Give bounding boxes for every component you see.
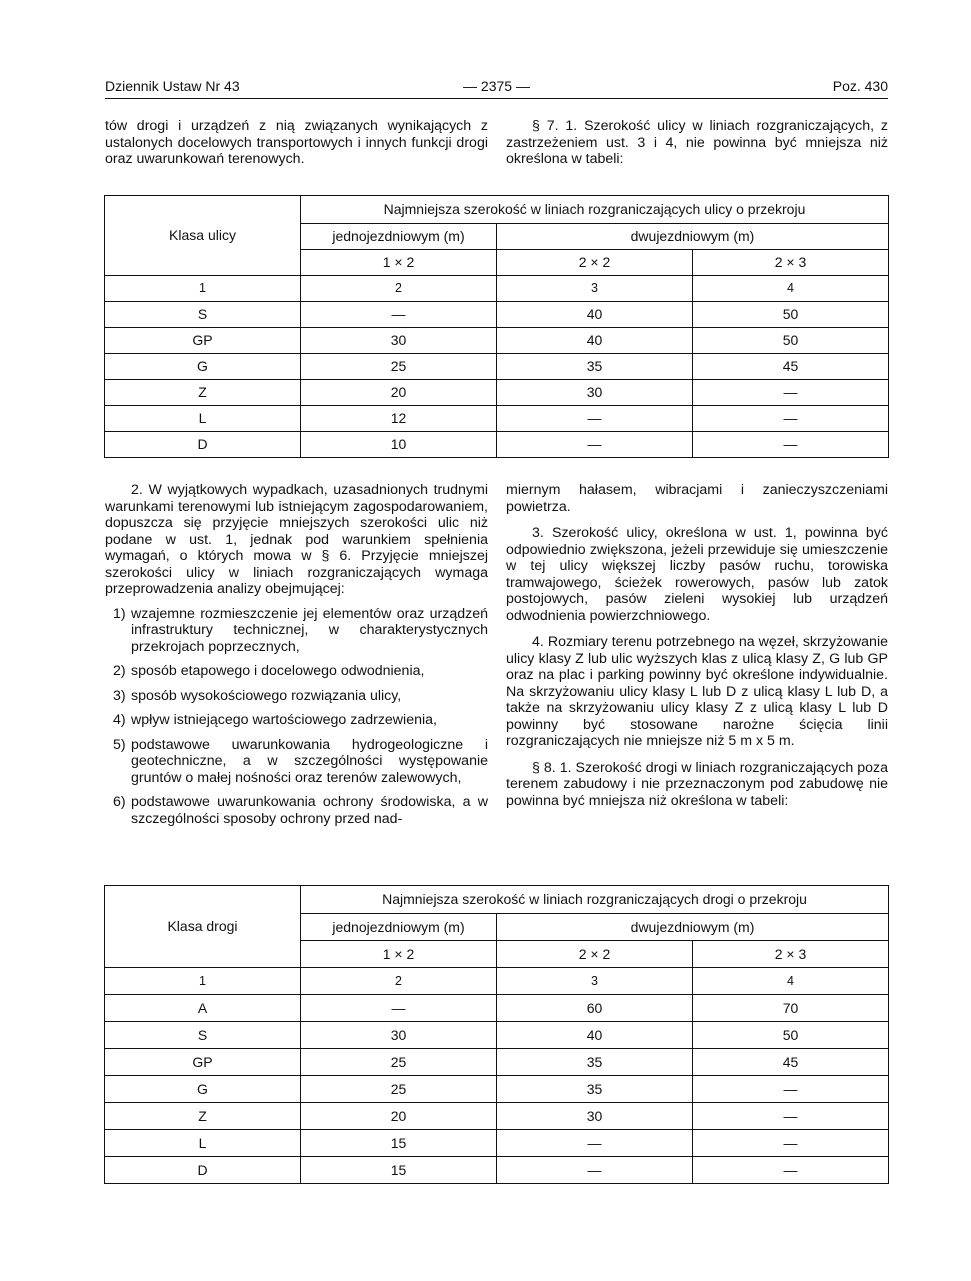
index-cell: 2 <box>301 276 497 302</box>
class-column-header: Klasa ulicy <box>105 196 301 276</box>
table-cell: 25 <box>301 1049 497 1076</box>
page-header <box>105 78 888 99</box>
table-row <box>105 380 889 406</box>
table-cell: 45 <box>693 354 889 380</box>
intro-left-text <box>105 118 488 168</box>
list-item <box>105 606 488 656</box>
table-cell: GP <box>105 1049 301 1076</box>
table-cell: 25 <box>301 354 497 380</box>
table-cell: 35 <box>497 1076 693 1103</box>
subheader-2x3: 2 × 3 <box>693 941 889 968</box>
table-cell: D <box>105 1157 301 1184</box>
table-cell: — <box>301 302 497 328</box>
index-cell: 1 <box>105 968 301 995</box>
table-row <box>105 1103 889 1130</box>
list-text: podstawowe uwarunkowania hydrogeologiczne i geotechniczne, a w szczególności występowanie gruntów o małej nośności oraz terenów zalewowych, <box>131 736 488 786</box>
single-carriageway-header: jednojezdniowym (m) <box>301 224 497 250</box>
section-7-paragraph-3: 3. Szerokość ulicy, określona w ust. 1, powinna być odpowiednio zwiększona, jeżeli przewiduje się umieszczenie w tej ulicy większej liczby pasów ruchu, torowiska tramwajowego, ścieżek rowerowych, pasów lub zatok postojowych, pasów zieleni wysokiej lub urządzeń odwodnienia powierzchniowego. <box>506 525 888 624</box>
table-cell: 40 <box>497 328 693 354</box>
list-item <box>105 712 488 729</box>
table-cell: 15 <box>301 1130 497 1157</box>
table-cell: 12 <box>301 406 497 432</box>
table-cell: — <box>693 1130 889 1157</box>
index-cell: 4 <box>693 276 889 302</box>
table-cell: — <box>693 1103 889 1130</box>
dual-carriageway-header: dwujezdniowym (m) <box>497 224 889 250</box>
table-cell: 50 <box>693 328 889 354</box>
index-row <box>105 276 889 302</box>
table-row <box>105 1022 889 1049</box>
table-cell: 60 <box>497 995 693 1022</box>
continued-text: miernym hałasem, wibracjami i zanieczyszczeniami powietrza. <box>506 482 888 515</box>
index-cell: 1 <box>105 276 301 302</box>
table-cell: 35 <box>497 354 693 380</box>
table-cell: 40 <box>497 1022 693 1049</box>
index-cell: 3 <box>497 276 693 302</box>
list-item <box>105 663 488 680</box>
table-row <box>105 302 889 328</box>
table-row <box>105 432 889 458</box>
table-cell: 30 <box>301 1022 497 1049</box>
list-number: 6) <box>113 794 126 810</box>
analysis-list <box>105 606 488 828</box>
list-text: sposób wysokościowego rozwiązania ulicy, <box>131 687 402 704</box>
table-cell: S <box>105 1022 301 1049</box>
table-cell: — <box>693 432 889 458</box>
section-7-paragraph-1: § 7. 1. Szerokość ulicy w liniach rozgraniczających, z zastrzeżeniem ust. 3 i 4, nie powinna być mniejsza niż określona w tabeli: <box>506 118 888 167</box>
journal-title: Dziennik Ustaw Nr 43 <box>105 78 240 94</box>
table-cell: 20 <box>301 1103 497 1130</box>
table-row <box>105 354 889 380</box>
subheader-2x2: 2 × 2 <box>497 250 693 276</box>
table-cell: 35 <box>497 1049 693 1076</box>
list-text: podstawowe uwarunkowania ochrony środowiska, a w szczególności sposoby ochrony przed nad- <box>131 794 488 827</box>
main-column-header: Najmniejsza szerokość w liniach rozgraniczających ulicy o przekroju <box>301 196 889 224</box>
list-number: 2) <box>113 663 126 679</box>
section-7-paragraph-4: 4. Rozmiary terenu potrzebnego na węzeł, skrzyżowanie ulicy klasy Z lub ulic wyższych klas z ulicą klasy Z, G lub GP oraz na plac i parking powinny być określone indywidualnie. Na skrzyżowaniu ulicy klasy L lub D z ulicą klasy L lub D, a także na skrzyżowaniu ulicy klasy Z z ulicą klasy L lub D powinny być stosowane narożne ścięcia linii rozgraniczających nie mniejsze niż 5 m x 5 m. <box>506 634 888 749</box>
table-row <box>105 406 889 432</box>
table-cell: 30 <box>497 1103 693 1130</box>
list-text: wpływ istniejącego wartościowego zadrzewienia, <box>131 712 437 728</box>
table-cell: 15 <box>301 1157 497 1184</box>
table-cell: A <box>105 995 301 1022</box>
table-cell: L <box>105 1130 301 1157</box>
table-cell: 10 <box>301 432 497 458</box>
table-cell: 70 <box>693 995 889 1022</box>
list-number: 5) <box>113 736 126 753</box>
table-row <box>105 1049 889 1076</box>
table-cell: — <box>497 432 693 458</box>
table-row <box>105 328 889 354</box>
table-cell: — <box>301 995 497 1022</box>
intro-left-paragraph: tów drogi i urządzeń z nią związanych wynikających z ustalonych docelowych transportowych i innych funkcji drogi oraz uwarunkowań terenowych. <box>105 118 488 167</box>
table-cell: 25 <box>301 1076 497 1103</box>
right-column <box>506 482 888 819</box>
subheader-2x2: 2 × 2 <box>497 941 693 968</box>
table-cell: G <box>105 1076 301 1103</box>
subheader-2x3: 2 × 3 <box>693 250 889 276</box>
table-cell: — <box>497 406 693 432</box>
table-cell: — <box>693 1157 889 1184</box>
list-item <box>105 794 488 827</box>
table-cell: — <box>693 380 889 406</box>
table-cell: 45 <box>693 1049 889 1076</box>
section-7-paragraph-2: 2. W wyjątkowych wypadkach, uzasadnionych trudnymi warunkami terenowymi lub istniejącym zagospodarowaniem, dopuszcza się przyjęcie mniejszych szerokości ulic niż podane w ust. 1, jednak pod warunkiem spełnienia wymagań, o których mowa w § 6. Przyjęcie mniejszej szerokości ulicy w liniach rozgraniczających wymaga przeprowadzenia analizy obejmującej: <box>105 482 488 597</box>
index-cell: 3 <box>497 968 693 995</box>
table-cell: — <box>693 406 889 432</box>
table-cell: 20 <box>301 380 497 406</box>
table-cell: D <box>105 432 301 458</box>
road-width-table <box>104 885 889 1184</box>
intro-right-text <box>506 118 888 168</box>
street-width-table <box>104 195 889 458</box>
index-cell: 4 <box>693 968 889 995</box>
table-cell: L <box>105 406 301 432</box>
list-number: 1) <box>113 605 126 622</box>
table-cell: G <box>105 354 301 380</box>
main-column-header: Najmniejsza szerokość w liniach rozgraniczających drogi o przekroju <box>301 886 889 914</box>
table-cell: — <box>497 1157 693 1184</box>
table-cell: — <box>497 1130 693 1157</box>
table-cell: Z <box>105 1103 301 1130</box>
table-row <box>105 1157 889 1184</box>
table-row <box>105 1130 889 1157</box>
position-number: Poz. 430 <box>832 78 888 94</box>
list-text: wzajemne rozmieszczenie jej elementów oraz urządzeń infrastruktury technicznej, w charakterystycznych przekrojach poprzecznych, <box>131 605 488 655</box>
dual-carriageway-header: dwujezdniowym (m) <box>497 914 889 941</box>
table-cell: 40 <box>497 302 693 328</box>
list-number: 3) <box>113 687 126 704</box>
list-number: 4) <box>113 712 126 728</box>
table-row <box>105 995 889 1022</box>
table-cell: Z <box>105 380 301 406</box>
table-cell: — <box>693 1076 889 1103</box>
left-column <box>105 482 488 835</box>
table-cell: GP <box>105 328 301 354</box>
list-item <box>105 737 488 787</box>
page-number: — 2375 — <box>463 78 530 94</box>
index-row <box>105 968 889 995</box>
subheader-1x2: 1 × 2 <box>301 250 497 276</box>
table-cell: 30 <box>497 380 693 406</box>
class-column-header: Klasa drogi <box>105 886 301 968</box>
index-cell: 2 <box>301 968 497 995</box>
single-carriageway-header: jednojezdniowym (m) <box>301 914 497 941</box>
list-item <box>105 688 488 705</box>
list-text: sposób etapowego i docelowego odwodnienia, <box>131 663 425 679</box>
table-row <box>105 1076 889 1103</box>
table-cell: S <box>105 302 301 328</box>
table-cell: 30 <box>301 328 497 354</box>
section-8-paragraph-1: § 8. 1. Szerokość drogi w liniach rozgraniczających poza terenem zabudowy i nie przeznaczonym pod zabudowę nie powinna być mniejsza niż określona w tabeli: <box>506 759 888 809</box>
subheader-1x2: 1 × 2 <box>301 941 497 968</box>
table-cell: 50 <box>693 1022 889 1049</box>
table-cell: 50 <box>693 302 889 328</box>
